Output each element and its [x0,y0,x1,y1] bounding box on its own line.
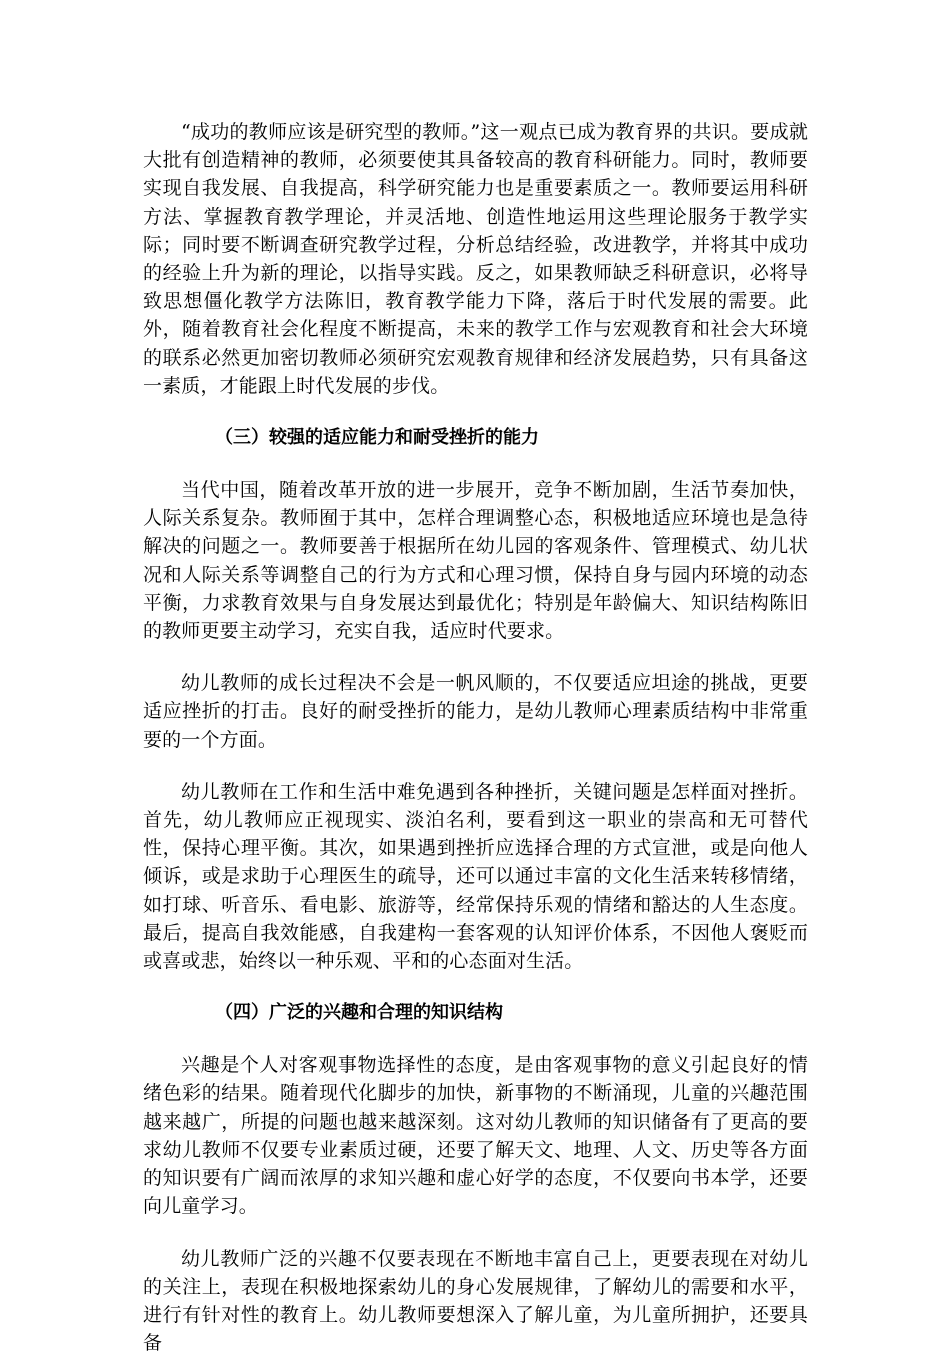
section-heading-3: （三）较强的适应能力和耐受挫折的能力 [143,424,808,452]
paragraph-gap [143,645,808,669]
section-heading-4: （四）广泛的兴趣和合理的知识结构 [143,999,808,1027]
paragraph-interests: 兴趣是个人对客观事物选择性的态度，是由客观事物的意义引起良好的情绪色彩的结果。随着现代化脚步的加快，新事物的不断涌现，儿童的兴趣范围越来越广，所提的问题也越来越深刻。这对幼儿教师的知识储备有了更高的要求幼儿教师不仅要专业素质过硬，还要了解天文、地理、人文、历史等各方面的知识要有广阔而浓厚的求知兴趣和虚心好学的态度，不仅要向书本学，还要向儿童学习。 [143,1051,808,1220]
paragraph-gap [143,1221,808,1245]
paragraph-frustration-tolerance: 幼儿教师的成长过程决不会是一帆风顺的，不仅要适应坦途的挑战，更要适应挫折的打击。良好的耐受挫折的能力，是幼儿教师心理素质结构中非常重要的一个方面。 [143,669,808,754]
paragraph-broad-interests: 幼儿教师广泛的兴趣不仅要表现在不断地丰富自己上，更要表现在对幼儿的关注上，表现在积极地探索幼儿的身心发展规律，了解幼儿的需要和水平，进行有针对性的教育上。幼儿教师要想深入了解儿童，为儿童所拥护，还要具备 [143,1245,808,1357]
paragraph-gap [143,452,808,476]
document-body [143,118,808,1357]
paragraph-gap [143,1027,808,1051]
paragraph-facing-setbacks: 幼儿教师在工作和生活中难免遇到各种挫折，关键问题是怎样面对挫折。首先，幼儿教师应正视现实、淡泊名利，要看到这一职业的崇高和无可替代性，保持心理平衡。其次，如果遇到挫折应选择合理的方式宣泄，或是向他人倾诉，或是求助于心理医生的疏导，还可以通过丰富的文化生活来转移情绪，如打球、听音乐、看电影、旅游等，经常保持乐观的情绪和豁达的人生态度。最后，提高自我效能感，自我建构一套客观的认知评价体系，不因他人褒贬而或喜或悲，始终以一种乐观、平和的心态面对生活。 [143,778,808,975]
paragraph-gap [143,975,808,999]
paragraph-gap [143,754,808,778]
paragraph-adaptability: 当代中国，随着改革开放的进一步展开，竞争不断加剧，生活节奏加快，人际关系复杂。教师囿于其中，怎样合理调整心态，积极地适应环境也是急待解决的问题之一。教师要善于根据所在幼儿园的客观条件、管理模式、幼儿状况和人际关系等调整自己的行为方式和心理习惯，保持自身与园内环境的动态平衡，力求教育效果与自身发展达到最优化；特别是年龄偏大、知识结构陈旧的教师更要主动学习，充实自我，适应时代要求。 [143,476,808,645]
paragraph-research-ability: “成功的教师应该是研究型的教师。”这一观点已成为教育界的共识。要成就大批有创造精神的教师，必须要使其具备较高的教育科研能力。同时，教师要实现自我发展、自我提高，科学研究能力也是重要素质之一。教师要运用科研方法、掌握教育教学理论，并灵活地、创造性地运用这些理论服务于教学实际；同时要不断调查研究教学过程，分析总结经验，改进教学，并将其中成功的经验上升为新的理论，以指导实践。反之，如果教师缺乏科研意识，必将导致思想僵化教学方法陈旧，教育教学能力下降，落后于时代发展的需要。此外，随着教育社会化程度不断提高，未来的教学工作与宏观教育和社会大环境的联系必然更加密切教师必须研究宏观教育规律和经济发展趋势，只有具备这一素质，才能跟上时代发展的步伐。 [143,118,808,400]
paragraph-gap [143,400,808,424]
